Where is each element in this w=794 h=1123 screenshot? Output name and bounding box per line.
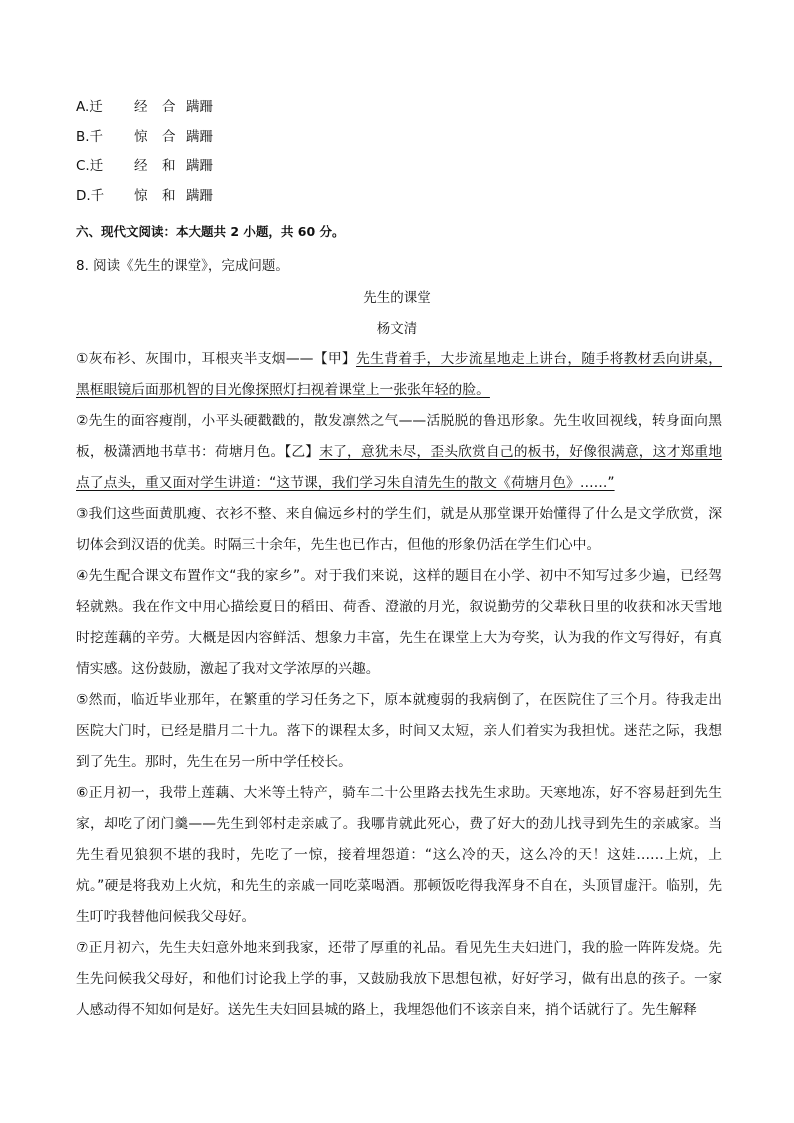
- option-letter: C.迁: [76, 158, 104, 174]
- option-word: 惊: [134, 128, 148, 145]
- question-prompt: 8. 阅读《先生的课堂》，完成问题。: [76, 258, 289, 274]
- option-word: 合: [162, 99, 176, 115]
- section-heading: 六、现代文阅读：本大题共 2 小题，共 60 分。: [76, 224, 345, 239]
- article-author: 杨文清: [376, 321, 418, 337]
- paragraph-text: ①灰布衫、灰围巾，耳根夹半支烟——【甲】: [76, 351, 357, 367]
- option-word: 经: [134, 158, 148, 174]
- option-letter: B.千: [76, 128, 104, 145]
- paragraph-6: ⑥正月初一，我带上莲藕、大米等土特产，骑车二十公里路去找先生求助。天寒地冻，好不容易赶到先生家，却吃了闭门羹——先生到邻村走亲戚了。我哪肯就此死心，费了好大的劲儿找寻到先生的亲戚家。当先生看见狼狈不堪的我时，先吃了一惊，接着埋怨道：“这么冷的天，这么冷的天！这娃……上炕，上炕。”硬是将我劝上火炕，和先生的亲戚一同吃菜喝酒。那顿饭吃得我浑身不自在，头顶冒虚汗。临别，先生叮咛我替他问候我父母好。: [76, 785, 722, 925]
- option-d: [76, 185, 213, 215]
- option-word: 蹒跚: [186, 128, 213, 145]
- option-word: 蹒跚: [186, 158, 213, 174]
- underlined-passage-jia: 先生背着手，大步流星地走上讲台，随手将教材丢向讲桌，黑框眼镜后面那机智的目光像探照灯扫视着课堂上一张张年轻的脸。: [76, 351, 723, 398]
- option-word: 合: [162, 128, 176, 145]
- option-word: 惊: [134, 187, 148, 204]
- paragraph-text: ②先生的面容瘦削，小平头硬戳戳的，散发凛然之气——活脱脱的鲁迅形象。先生收回视线，转身面向黑板，极潇洒地书草书：荷塘月色。【乙】: [76, 413, 722, 460]
- option-b: [76, 126, 213, 156]
- paragraph-4: ④先生配合课文布置作文“我的家乡”。对于我们来说，这样的题目在小学、初中不知写过多少遍，已经驾轻就熟。我在作文中用心描绘夏日的稻田、荷香、澄澈的月光，叙说勤劳的父辈秋日里的收获和冰天雪地时挖莲藕的辛劳。大概是因内容鲜活、想象力丰富，先生在课堂上大为夸奖，认为我的作文写得好，有真情实感。这份鼓励，激起了我对文学浓厚的兴趣。: [76, 568, 722, 677]
- article-body: [76, 344, 722, 1026]
- paragraph-1: [76, 344, 722, 406]
- paragraph-5: ⑤然而，临近毕业那年，在繁重的学习任务之下，原本就瘦弱的我病倒了，在医院住了三个月。待我走出医院大门时，已经是腊月二十九。落下的课程太多，时间又太短，亲人们着实为我担忧。迷茫之际，我想到了先生。那时，先生在另一所中学任校长。: [76, 692, 722, 770]
- option-word: 和: [162, 187, 176, 204]
- option-c: [76, 155, 213, 185]
- option-word: 和: [162, 158, 176, 174]
- option-letter: A.迁: [76, 99, 103, 115]
- option-word: 经: [134, 99, 148, 115]
- option-word: 蹒跚: [186, 99, 213, 115]
- article-title: 先生的课堂: [363, 290, 431, 306]
- answer-options: [76, 96, 213, 214]
- underlined-passage-yi: 末了，意犹未尽，歪头欣赏自己的板书，好像很满意，这才郑重地点了点头，重又面对学生讲道：“这节课，我们学习朱自清先生的散文《荷塘月色》……”: [76, 444, 722, 491]
- paragraph-3: ③我们这些面黄肌瘦、衣衫不整、来自偏远乡村的学生们，就是从那堂课开始懂得了什么是文学欣赏，深切体会到汉语的优美。时隔三十余年，先生也已作古，但他的形象仍活在学生们心中。: [76, 506, 722, 553]
- option-word: 蹒跚: [186, 187, 213, 204]
- option-letter: D.千: [76, 187, 105, 204]
- paragraph-2: [76, 406, 722, 499]
- paragraph-7: ⑦正月初六，先生夫妇意外地来到我家，还带了厚重的礼品。看见先生夫妇进门，我的脸一阵阵发烧。先生先问候我父母好，和他们讨论我上学的事，又鼓励我放下思想包袱，好好学习，做有出息的孩子。一家人感动得不知如何是好。送先生夫妇回县城的路上，我埋怨他们不该亲自来，捎个话就行了。先生解释: [76, 940, 722, 1018]
- option-a: [76, 96, 213, 126]
